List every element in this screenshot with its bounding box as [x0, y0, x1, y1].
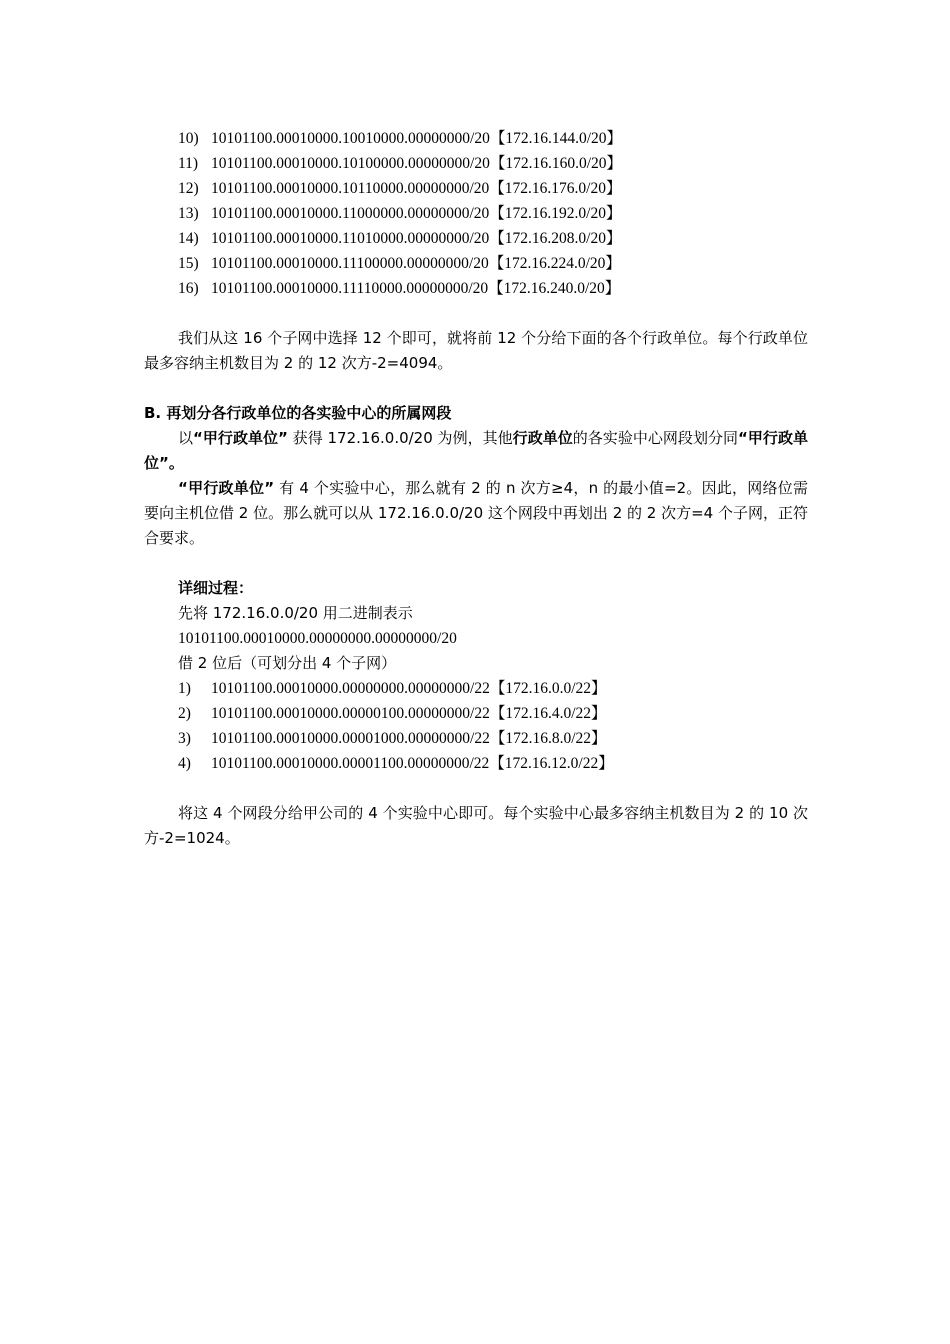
list-text: 10101100.00010000.10110000.00000000/20【172.16.176.0/20】 — [211, 180, 622, 197]
paragraph-four-centers — [144, 476, 808, 551]
spacer — [144, 551, 808, 576]
list-item — [144, 176, 808, 201]
detail-binary-line: 10101100.00010000.00000000.00000000/20 — [178, 630, 457, 647]
list-item — [144, 126, 808, 151]
list-number: 13) — [178, 205, 199, 222]
list-number: 3) — [178, 730, 191, 747]
subnet-list-a — [144, 126, 808, 301]
list-item — [144, 676, 808, 701]
list-item — [144, 276, 808, 301]
list-number: 14) — [178, 230, 199, 247]
detail-heading: 详细过程： — [178, 579, 254, 597]
list-number: 2) — [178, 705, 191, 722]
list-number: 11) — [178, 155, 199, 172]
list-item — [144, 251, 808, 276]
bold-run: “甲行政单位” — [178, 479, 275, 497]
list-text: 10101100.00010000.00000100.00000000/22【172.16.4.0/22】 — [211, 705, 607, 722]
list-text: 10101100.00010000.11110000.00000000/20【172.16.240.0/20】 — [211, 280, 621, 297]
list-number: 4) — [178, 755, 191, 772]
bold-run: 行政单位 — [512, 429, 573, 447]
section-b-heading: B. 再划分各行政单位的各实验中心的所属网段 — [144, 404, 452, 422]
spacer — [144, 376, 808, 401]
paragraph-final: 将这 4 个网段分给甲公司的 4 个实验中心即可。每个实验中心最多容纳主机数目为 2 的 10 次方-2=1024。 — [144, 804, 808, 847]
text-run: 的各实验中心网段划分同 — [572, 429, 739, 447]
list-item — [144, 751, 808, 776]
spacer — [144, 776, 808, 801]
list-number: 16) — [178, 280, 199, 297]
list-text: 10101100.00010000.00001100.00000000/22【172.16.12.0/22】 — [211, 755, 614, 772]
list-item — [144, 226, 808, 251]
list-text: 10101100.00010000.11010000.00000000/20【172.16.208.0/20】 — [211, 230, 622, 247]
list-text: 10101100.00010000.10100000.00000000/20【172.16.160.0/20】 — [211, 155, 623, 172]
list-number: 12) — [178, 180, 199, 197]
spacer — [144, 301, 808, 326]
list-text: 10101100.00010000.10010000.00000000/20【172.16.144.0/20】 — [211, 130, 623, 147]
paragraph-select-subnets: 我们从这 16 个子网中选择 12 个即可，就将前 12 个分给下面的各个行政单位。每个行政单位最多容纳主机数目为 2 的 12 次方-2=4094。 — [144, 329, 808, 372]
list-text: 10101100.00010000.00000000.00000000/22【172.16.0.0/22】 — [211, 680, 607, 697]
text-run: 有 4 个实验中心，那么就有 2 的 n 次方≥4，n 的最小值=2。因此，网络位需要向主机位借 2 位。那么就可以从 172.16.0.0/20 这个网段中再划出 2 的 2 次方=4 个子网，正符合要求。 — [144, 479, 808, 547]
bold-run: “甲行政单位” — [193, 429, 288, 447]
list-text: 10101100.00010000.11100000.00000000/20【172.16.224.0/20】 — [211, 255, 621, 272]
document-page — [144, 126, 808, 851]
detail-line: 借 2 位后（可划分出 4 个子网） — [178, 654, 397, 672]
text-run: 获得 172.16.0.0/20 为例，其他 — [287, 429, 513, 447]
list-number: 15) — [178, 255, 199, 272]
list-item — [144, 201, 808, 226]
list-item — [144, 151, 808, 176]
list-item — [144, 726, 808, 751]
list-text: 10101100.00010000.00001000.00000000/22【172.16.8.0/22】 — [211, 730, 607, 747]
list-item — [144, 701, 808, 726]
paragraph-example — [144, 426, 808, 476]
bold-run: “甲行政单位”。 — [144, 429, 808, 472]
text-run: 以 — [178, 429, 194, 447]
list-number: 1) — [178, 680, 191, 697]
list-number: 10) — [178, 130, 199, 147]
list-text: 10101100.00010000.11000000.00000000/20【172.16.192.0/20】 — [211, 205, 622, 222]
subnet-list-b — [144, 676, 808, 776]
detail-line: 先将 172.16.0.0/20 用二进制表示 — [178, 604, 413, 622]
